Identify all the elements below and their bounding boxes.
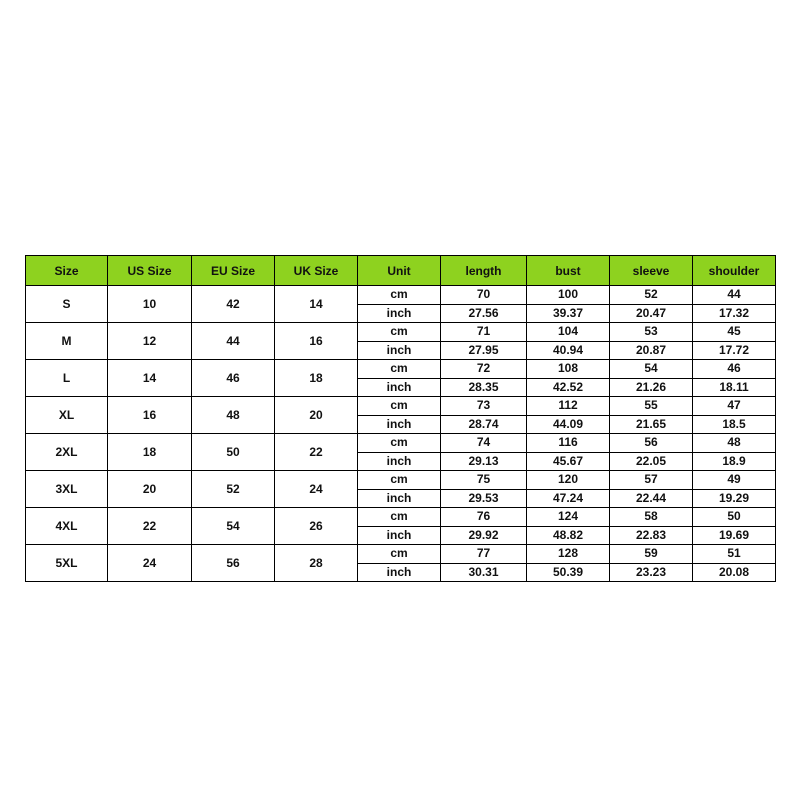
bust-cell: 39.37 (527, 304, 610, 323)
table-row-m-cm (26, 323, 776, 342)
shoulder-cell: 48 (693, 434, 776, 453)
uk-size-cell: 16 (275, 323, 358, 360)
size-chart-table (25, 255, 776, 582)
eu-size-cell: 42 (192, 286, 275, 323)
length-cell: 27.56 (441, 304, 527, 323)
header-shoulder: shoulder (693, 256, 776, 286)
sleeve-cell: 22.44 (610, 489, 693, 508)
header-sleeve: sleeve (610, 256, 693, 286)
size-cell: M (26, 323, 108, 360)
bust-cell: 108 (527, 360, 610, 379)
sleeve-cell: 21.65 (610, 415, 693, 434)
bust-cell: 42.52 (527, 378, 610, 397)
bust-cell: 50.39 (527, 563, 610, 582)
sleeve-cell: 22.05 (610, 452, 693, 471)
length-cell: 30.31 (441, 563, 527, 582)
table-row-5xl-cm (26, 545, 776, 564)
eu-size-cell: 44 (192, 323, 275, 360)
shoulder-cell: 18.9 (693, 452, 776, 471)
size-cell: 4XL (26, 508, 108, 545)
eu-size-cell: 46 (192, 360, 275, 397)
shoulder-cell: 45 (693, 323, 776, 342)
us-size-cell: 16 (108, 397, 192, 434)
sleeve-cell: 20.47 (610, 304, 693, 323)
table-row-xl-cm (26, 397, 776, 416)
eu-size-cell: 50 (192, 434, 275, 471)
length-cell: 73 (441, 397, 527, 416)
shoulder-cell: 17.32 (693, 304, 776, 323)
uk-size-cell: 22 (275, 434, 358, 471)
size-cell: 3XL (26, 471, 108, 508)
us-size-cell: 22 (108, 508, 192, 545)
length-cell: 70 (441, 286, 527, 305)
length-cell: 28.74 (441, 415, 527, 434)
length-cell: 27.95 (441, 341, 527, 360)
bust-cell: 124 (527, 508, 610, 527)
header-size: Size (26, 256, 108, 286)
unit-cell: cm (358, 508, 441, 527)
bust-cell: 40.94 (527, 341, 610, 360)
us-size-cell: 24 (108, 545, 192, 582)
length-cell: 71 (441, 323, 527, 342)
bust-cell: 120 (527, 471, 610, 490)
table-body (26, 286, 776, 582)
eu-size-cell: 48 (192, 397, 275, 434)
shoulder-cell: 44 (693, 286, 776, 305)
shoulder-cell: 19.29 (693, 489, 776, 508)
size-cell: 5XL (26, 545, 108, 582)
table-row-l-cm (26, 360, 776, 379)
bust-cell: 112 (527, 397, 610, 416)
length-cell: 28.35 (441, 378, 527, 397)
length-cell: 29.53 (441, 489, 527, 508)
bust-cell: 48.82 (527, 526, 610, 545)
sleeve-cell: 56 (610, 434, 693, 453)
bust-cell: 47.24 (527, 489, 610, 508)
size-cell: XL (26, 397, 108, 434)
size-cell: 2XL (26, 434, 108, 471)
sleeve-cell: 23.23 (610, 563, 693, 582)
unit-cell: inch (358, 304, 441, 323)
uk-size-cell: 26 (275, 508, 358, 545)
table-row-4xl-cm (26, 508, 776, 527)
us-size-cell: 18 (108, 434, 192, 471)
shoulder-cell: 19.69 (693, 526, 776, 545)
eu-size-cell: 56 (192, 545, 275, 582)
length-cell: 76 (441, 508, 527, 527)
length-cell: 29.13 (441, 452, 527, 471)
bust-cell: 116 (527, 434, 610, 453)
header-length: length (441, 256, 527, 286)
length-cell: 29.92 (441, 526, 527, 545)
us-size-cell: 14 (108, 360, 192, 397)
bust-cell: 104 (527, 323, 610, 342)
sleeve-cell: 22.83 (610, 526, 693, 545)
unit-cell: cm (358, 471, 441, 490)
sleeve-cell: 58 (610, 508, 693, 527)
uk-size-cell: 18 (275, 360, 358, 397)
shoulder-cell: 47 (693, 397, 776, 416)
us-size-cell: 10 (108, 286, 192, 323)
sleeve-cell: 53 (610, 323, 693, 342)
us-size-cell: 20 (108, 471, 192, 508)
length-cell: 74 (441, 434, 527, 453)
bust-cell: 44.09 (527, 415, 610, 434)
uk-size-cell: 14 (275, 286, 358, 323)
bust-cell: 128 (527, 545, 610, 564)
bust-cell: 45.67 (527, 452, 610, 471)
size-cell: S (26, 286, 108, 323)
sleeve-cell: 21.26 (610, 378, 693, 397)
unit-cell: cm (358, 323, 441, 342)
eu-size-cell: 54 (192, 508, 275, 545)
table-row-3xl-cm (26, 471, 776, 490)
shoulder-cell: 49 (693, 471, 776, 490)
size-cell: L (26, 360, 108, 397)
table-header (26, 256, 776, 286)
sleeve-cell: 55 (610, 397, 693, 416)
header-unit: Unit (358, 256, 441, 286)
header-eu-size: EU Size (192, 256, 275, 286)
unit-cell: cm (358, 434, 441, 453)
uk-size-cell: 28 (275, 545, 358, 582)
shoulder-cell: 46 (693, 360, 776, 379)
uk-size-cell: 24 (275, 471, 358, 508)
header-bust: bust (527, 256, 610, 286)
unit-cell: inch (358, 341, 441, 360)
sleeve-cell: 54 (610, 360, 693, 379)
sleeve-cell: 57 (610, 471, 693, 490)
unit-cell: cm (358, 360, 441, 379)
length-cell: 72 (441, 360, 527, 379)
shoulder-cell: 20.08 (693, 563, 776, 582)
unit-cell: cm (358, 286, 441, 305)
unit-cell: cm (358, 397, 441, 416)
table-row-s-cm (26, 286, 776, 305)
header-uk-size: UK Size (275, 256, 358, 286)
shoulder-cell: 17.72 (693, 341, 776, 360)
unit-cell: inch (358, 563, 441, 582)
us-size-cell: 12 (108, 323, 192, 360)
unit-cell: inch (358, 452, 441, 471)
uk-size-cell: 20 (275, 397, 358, 434)
length-cell: 77 (441, 545, 527, 564)
header-row (26, 256, 776, 286)
unit-cell: cm (358, 545, 441, 564)
unit-cell: inch (358, 526, 441, 545)
length-cell: 75 (441, 471, 527, 490)
unit-cell: inch (358, 415, 441, 434)
table-row-2xl-cm (26, 434, 776, 453)
shoulder-cell: 50 (693, 508, 776, 527)
eu-size-cell: 52 (192, 471, 275, 508)
bust-cell: 100 (527, 286, 610, 305)
sleeve-cell: 20.87 (610, 341, 693, 360)
shoulder-cell: 18.5 (693, 415, 776, 434)
unit-cell: inch (358, 489, 441, 508)
shoulder-cell: 51 (693, 545, 776, 564)
sleeve-cell: 52 (610, 286, 693, 305)
unit-cell: inch (358, 378, 441, 397)
shoulder-cell: 18.11 (693, 378, 776, 397)
sleeve-cell: 59 (610, 545, 693, 564)
header-us-size: US Size (108, 256, 192, 286)
